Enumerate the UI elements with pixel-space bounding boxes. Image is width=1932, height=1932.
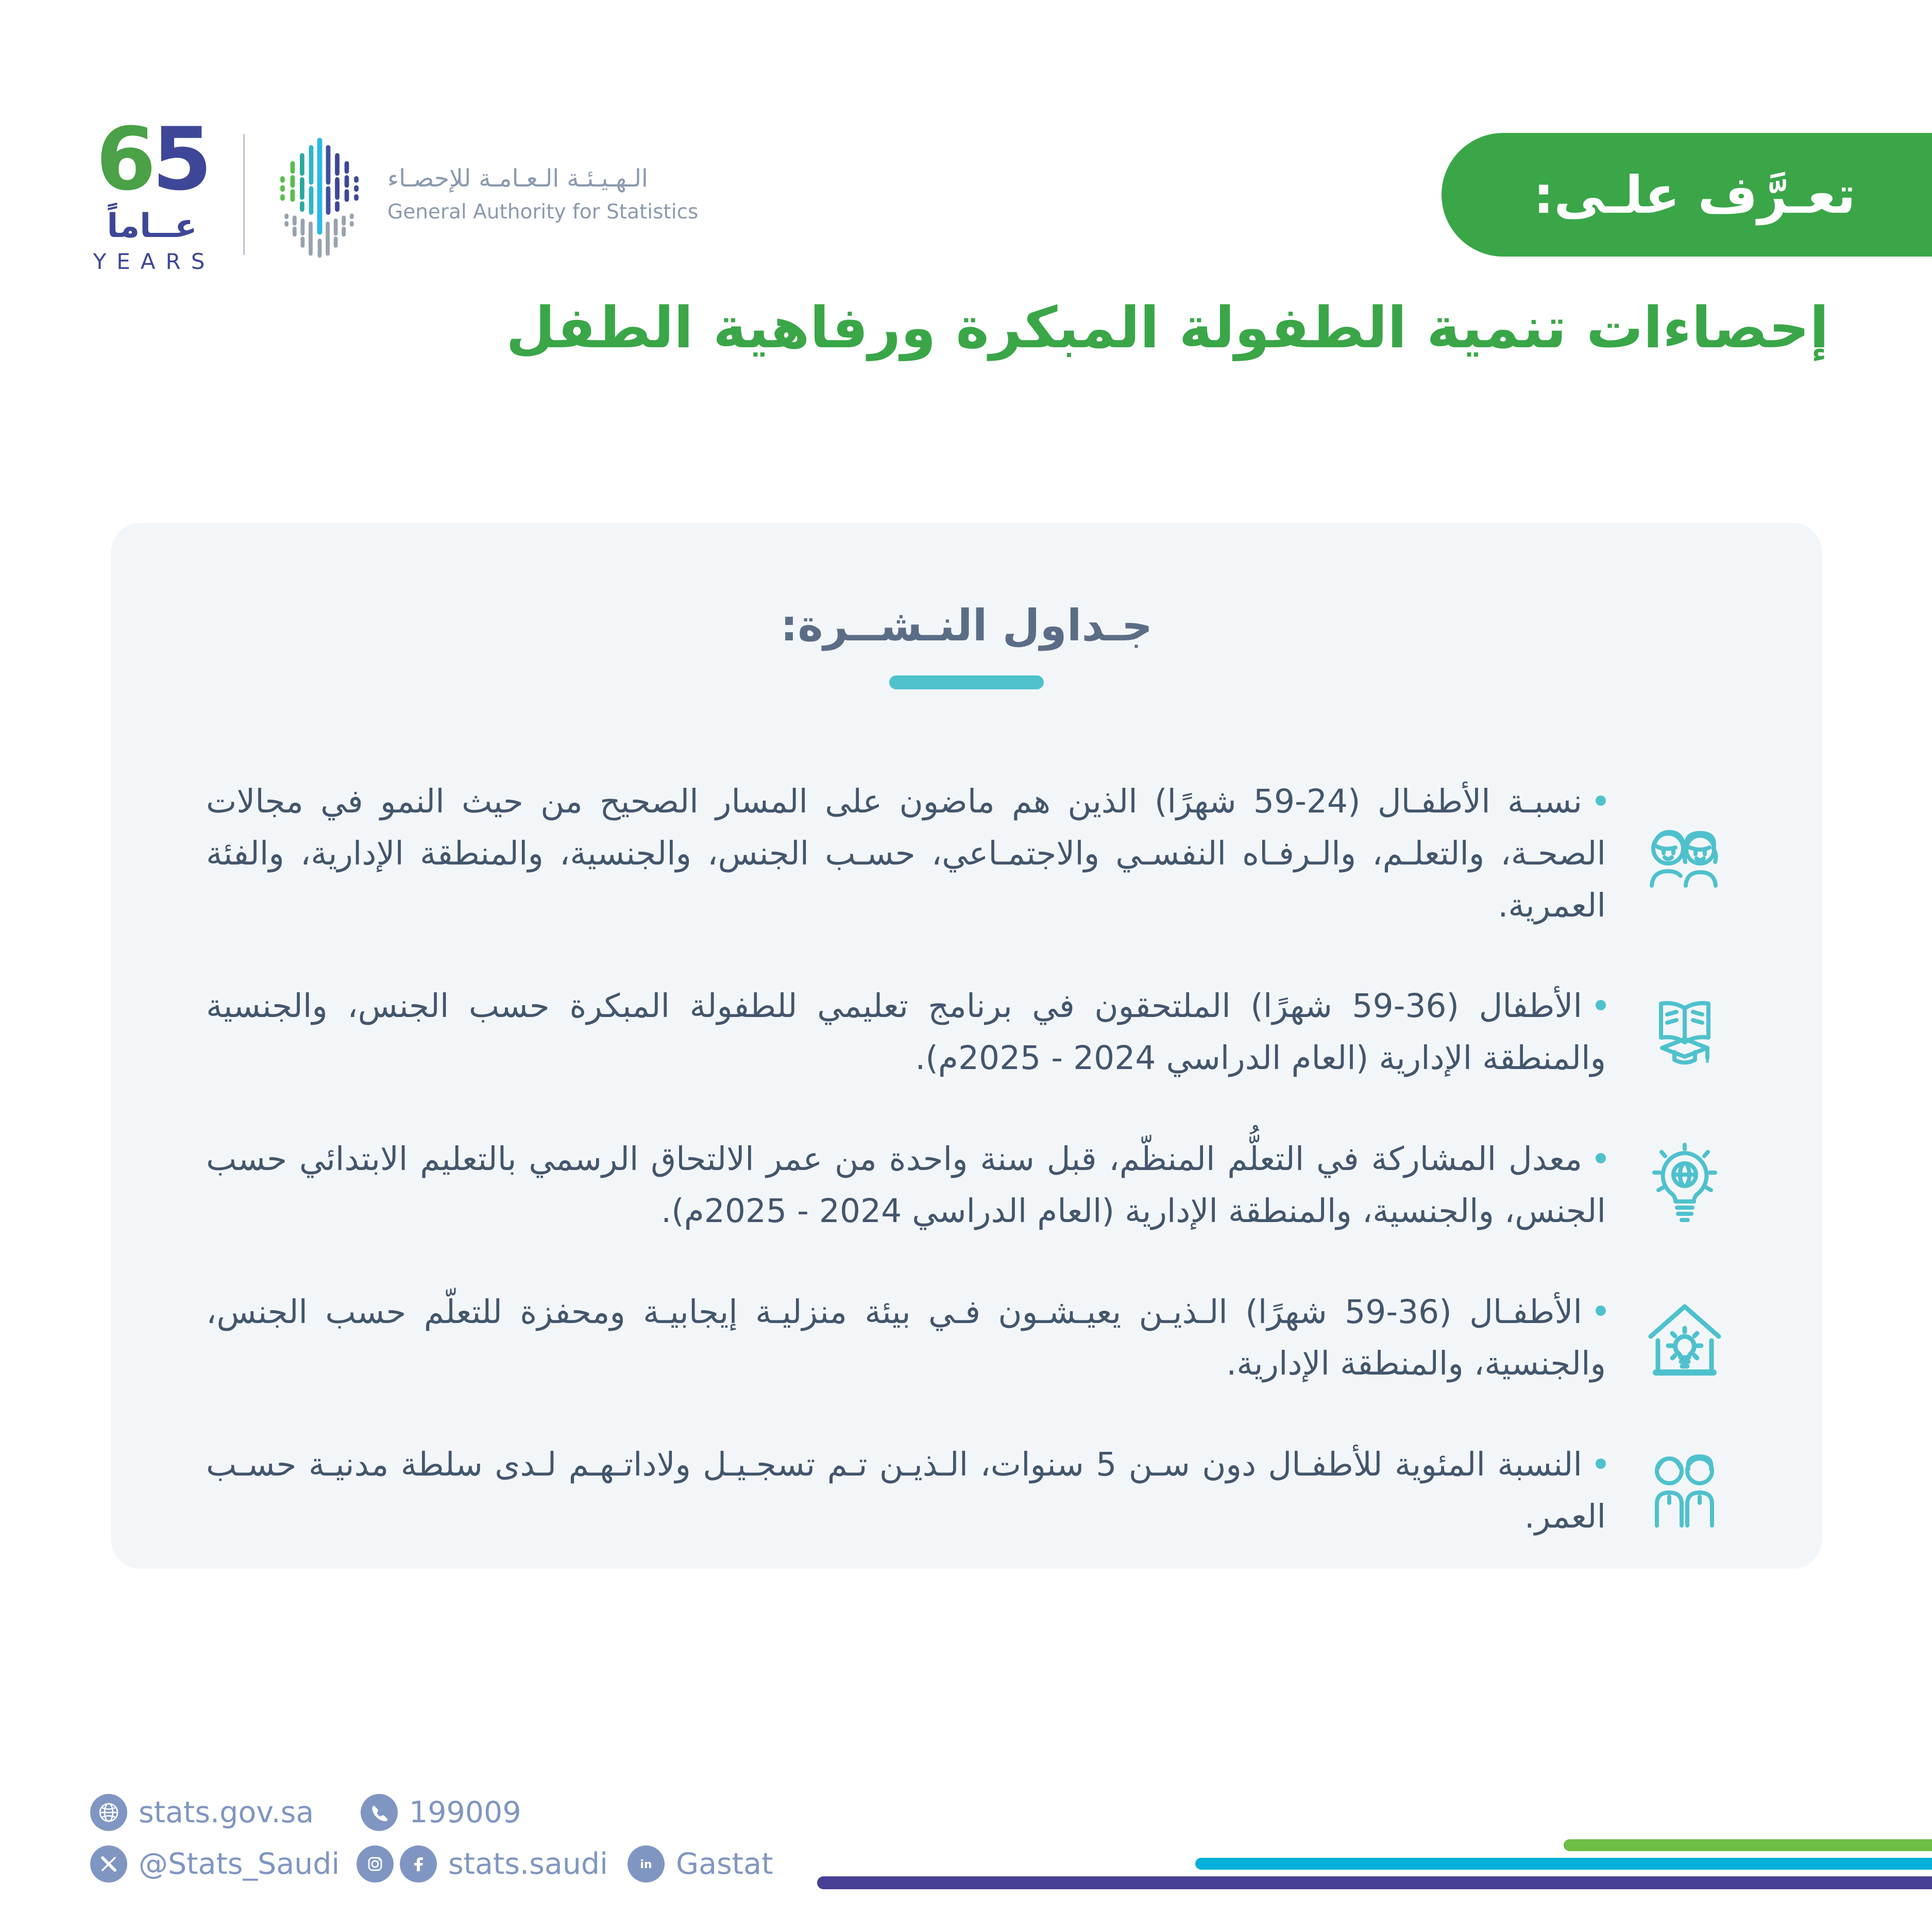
x-link[interactable] [90, 1845, 340, 1883]
bullet-text: معدل المشاركة في التعلُّم المنظّم، قبل سنة واحدة من عمر الالتحاق الرسمي بالتعليم الابتدائي حسب الجنس، والجنسية، والمنطقة الإدارية (العام الدراسي 2024 - 2025م). [206, 1140, 1606, 1230]
bullet-text: النسبة المئوية للأطفـال دون سـن 5 سنوات، الـذيـن تـم تسجـيـل ولاداتـهـم لـدى سلطة مدنيـة حسـب العمر. [206, 1446, 1606, 1535]
bullet-text: الأطفـال (36-59 شهرًا) الـذيـن يعيـشـون فـي بيئة منزليـة إيجابيـة ومحفزة للتعلّم حسب الجنس، والجنسية، والمنطقة الإدارية. [206, 1293, 1606, 1383]
bullet-dot [1596, 1459, 1606, 1469]
list-item [206, 1439, 1727, 1543]
list-item [206, 1133, 1727, 1238]
card-heading: جـداول النـشــرة: [780, 600, 1153, 651]
intro-banner-label: تعـرَّف علـى: [1533, 164, 1856, 225]
bullet-text: نسبـة الأطفـال (24-59 شهرًا) الذين هم ماضون على المسار الصحيح من حيث النمو في مجالات الصحـة، والتعلـم، والـرفـاه النفسـي والاجتمـاعي، حسـب الجنس، والجنسية، والمنطقة الإدارية، والفئة العمرية. [206, 783, 1606, 924]
bullet-dot [1596, 1000, 1606, 1010]
bullet-dot [1596, 1306, 1606, 1316]
header-logo-group [88, 109, 699, 274]
family-icon [1642, 1452, 1727, 1530]
years-number: 65 [96, 109, 208, 210]
page-title: إحصاءات تنمية الطفولة المبكرة ورفاهية الطفل [506, 295, 1829, 361]
linkedin-link[interactable] [628, 1845, 773, 1883]
x-handle-label: @Stats_Saudi [139, 1847, 340, 1881]
decorative-line-purple [817, 1876, 1932, 1889]
website-label: stats.gov.sa [139, 1795, 314, 1829]
phone-contact[interactable] [361, 1794, 521, 1831]
content-card [111, 523, 1822, 1569]
gastat-logo-mark-icon [272, 129, 367, 260]
bullet-text: الأطفال (36-59 شهرًا) الملتحقون في برنامج تعليمي للطفولة المبكرة حسب الجنس، والجنسية والمنطقة الإدارية (العام الدراسي 2024 - 2025م). [206, 987, 1606, 1077]
phone-label: 199009 [409, 1795, 521, 1829]
linkedin-label: Gastat [676, 1847, 773, 1881]
heading-underline [889, 675, 1044, 689]
book-graduation-icon [1642, 994, 1727, 1071]
linkedin-icon [628, 1845, 665, 1883]
list-item [206, 776, 1727, 931]
bullet-list [206, 776, 1727, 1543]
authority-name-ar: الـهـيـئـة الـعـامـة للإحصـاء [387, 164, 648, 193]
globe-icon [90, 1794, 127, 1831]
social-links[interactable] [357, 1845, 608, 1883]
years-word-en: YEARS [93, 249, 215, 274]
children-icon [1642, 817, 1727, 891]
facebook-icon [400, 1845, 437, 1883]
svg-text:in: in [640, 1858, 652, 1871]
house-lightbulb-icon [1642, 1299, 1727, 1377]
x-icon [90, 1845, 127, 1883]
intro-banner [1442, 133, 1932, 257]
lightbulb-globe-icon [1642, 1143, 1727, 1228]
website-link[interactable] [90, 1794, 314, 1831]
instagram-icon [357, 1845, 394, 1883]
bullet-dot [1596, 1153, 1606, 1163]
years-65-logo [88, 109, 216, 274]
logo-divider [243, 134, 245, 255]
bullet-dot [1596, 795, 1606, 806]
authority-name-en: General Authority for Statistics [387, 200, 699, 224]
decorative-line-green [1564, 1839, 1932, 1851]
social-handle-label: stats.saudi [448, 1847, 608, 1881]
list-item [206, 980, 1727, 1084]
list-item [206, 1286, 1727, 1391]
decorative-line-cyan [1195, 1858, 1932, 1870]
years-word-ar: عــاماً [107, 207, 197, 245]
phone-icon [361, 1794, 398, 1831]
